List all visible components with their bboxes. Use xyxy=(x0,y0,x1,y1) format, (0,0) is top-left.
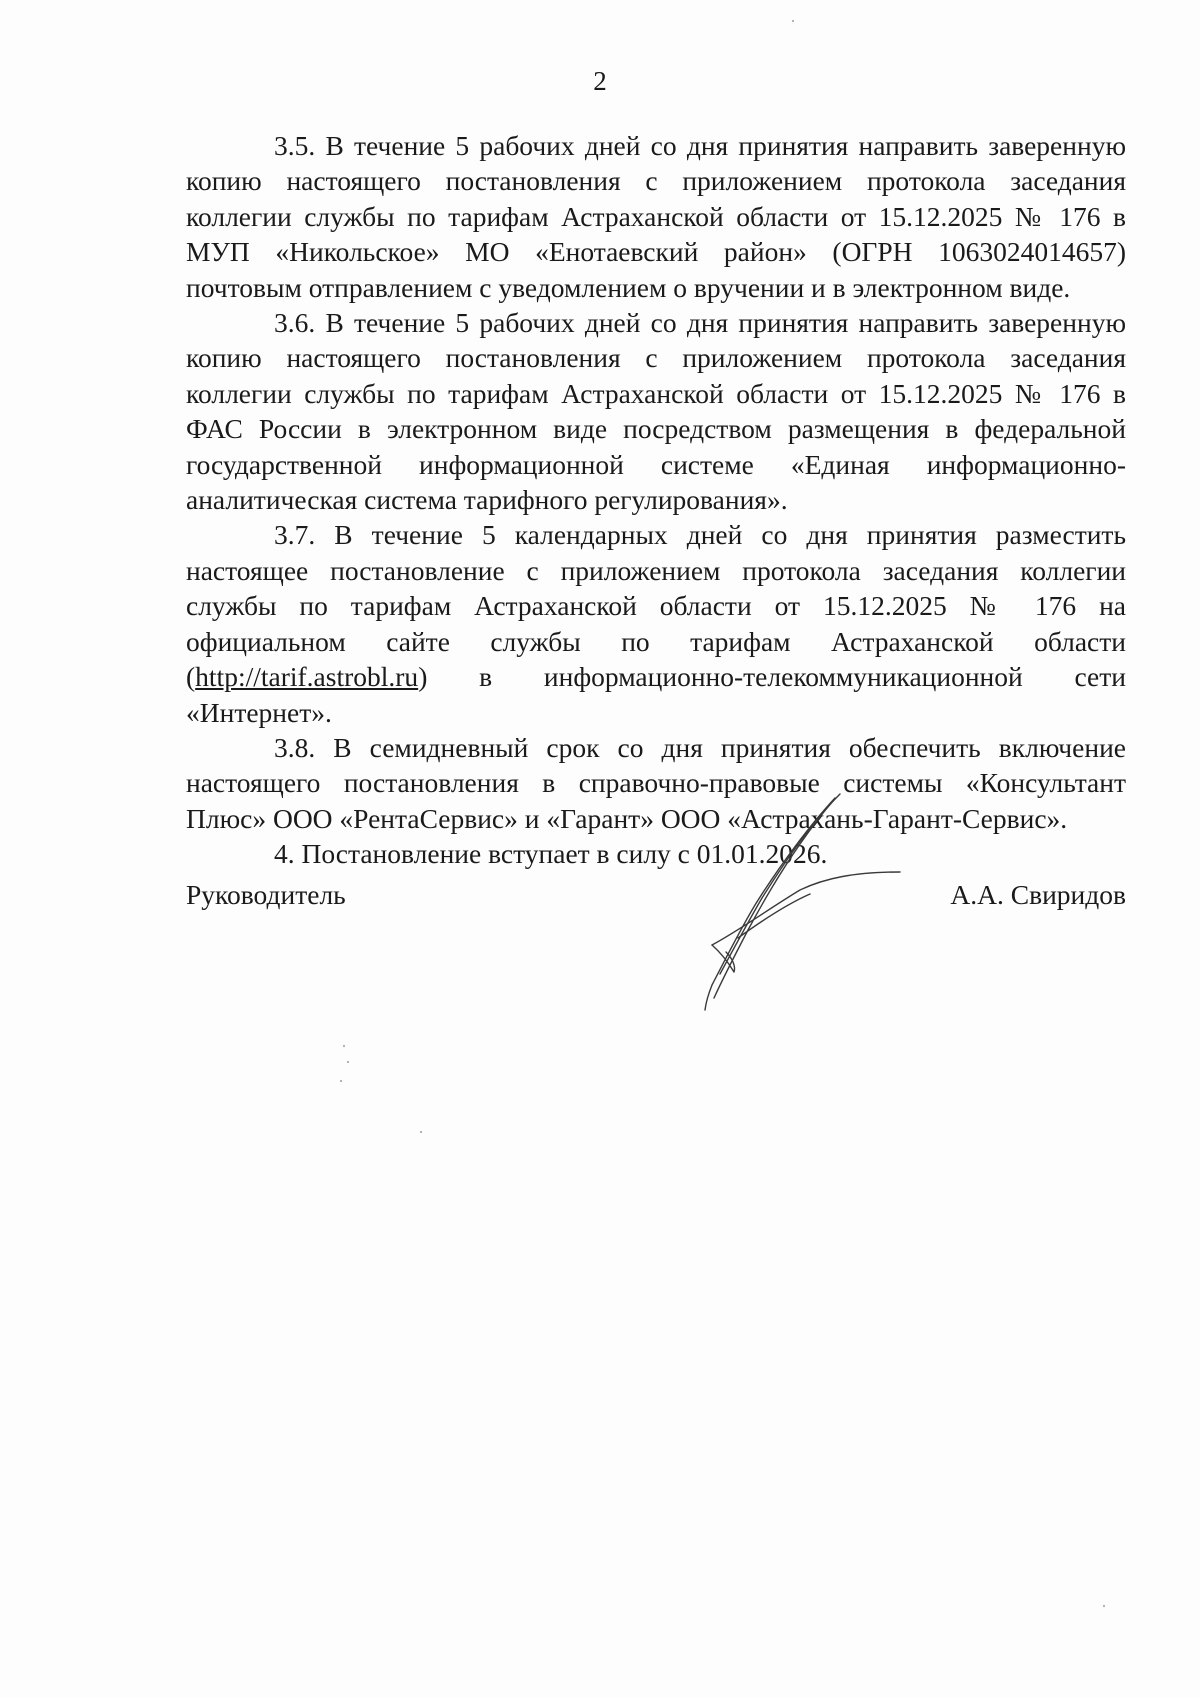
scan-speck xyxy=(420,1131,422,1133)
website-link[interactable]: http://tarif.astrobl.ru xyxy=(195,661,419,693)
scan-speck xyxy=(343,1045,345,1047)
paragraph-4 xyxy=(186,836,1126,871)
signatory-title: Руководитель xyxy=(186,879,346,910)
paragraph-text: ) в информационно-телекоммуникационной сети «Интернет». xyxy=(186,661,1126,728)
paragraph-3-8 xyxy=(186,730,1126,836)
paragraph-3-7 xyxy=(186,517,1126,729)
scan-speck xyxy=(1103,1605,1105,1607)
document-body xyxy=(186,128,1126,872)
scan-speck xyxy=(792,20,794,22)
paragraph-text: 3.7. В течение 5 календарных дней со дня принятия разместить настоящее постановление с приложением протокола заседания коллегии службы по тарифам Астраханской области от 15.12.2025 № 176 на официальном сайте службы по тарифам Астраханской области ( xyxy=(186,519,1126,693)
page-number: 2 xyxy=(593,66,607,96)
paragraph-3-5 xyxy=(186,128,1126,305)
paragraph-text: 3.8. В семидневный срок со дня принятия обеспечить включение настоящего постановления в справочно-правовые системы «Консультант Плюс» ООО «РентаСервис» и «Гарант» ООО «Астрахань-Гарант-Сервис». xyxy=(186,731,1126,834)
paragraph-text: 3.5. В течение 5 рабочих дней со дня принятия направить заверенную копию настоящего постановления с приложением протокола заседания коллегии службы по тарифам Астраханской области от 15.12.2025 № 176 в МУП «Никольское» МО «Енотаевский район» (ОГРН 1063024014657) почтовым отправлением с уведомлением о вручении и в электронном виде. xyxy=(186,130,1126,303)
signature-block xyxy=(186,878,1126,918)
paragraph-text: 3.6. В течение 5 рабочих дней со дня принятия направить заверенную копию настоящего постановления с приложением протокола заседания коллегии службы по тарифам Астраханской области от 15.12.2025 № 176 в ФАС России в электронном виде посредством размещения в федеральной государственной информационной системе «Единая информационно-аналитическая система тарифного регулирования». xyxy=(186,307,1126,516)
signatory-name: А.А. Свиридов xyxy=(950,879,1126,910)
paragraph-3-6 xyxy=(186,305,1126,517)
scan-speck xyxy=(347,1061,349,1063)
paragraph-text: 4. Постановление вступает в силу с 01.01.2026. xyxy=(274,838,828,870)
scan-speck xyxy=(340,1080,342,1082)
